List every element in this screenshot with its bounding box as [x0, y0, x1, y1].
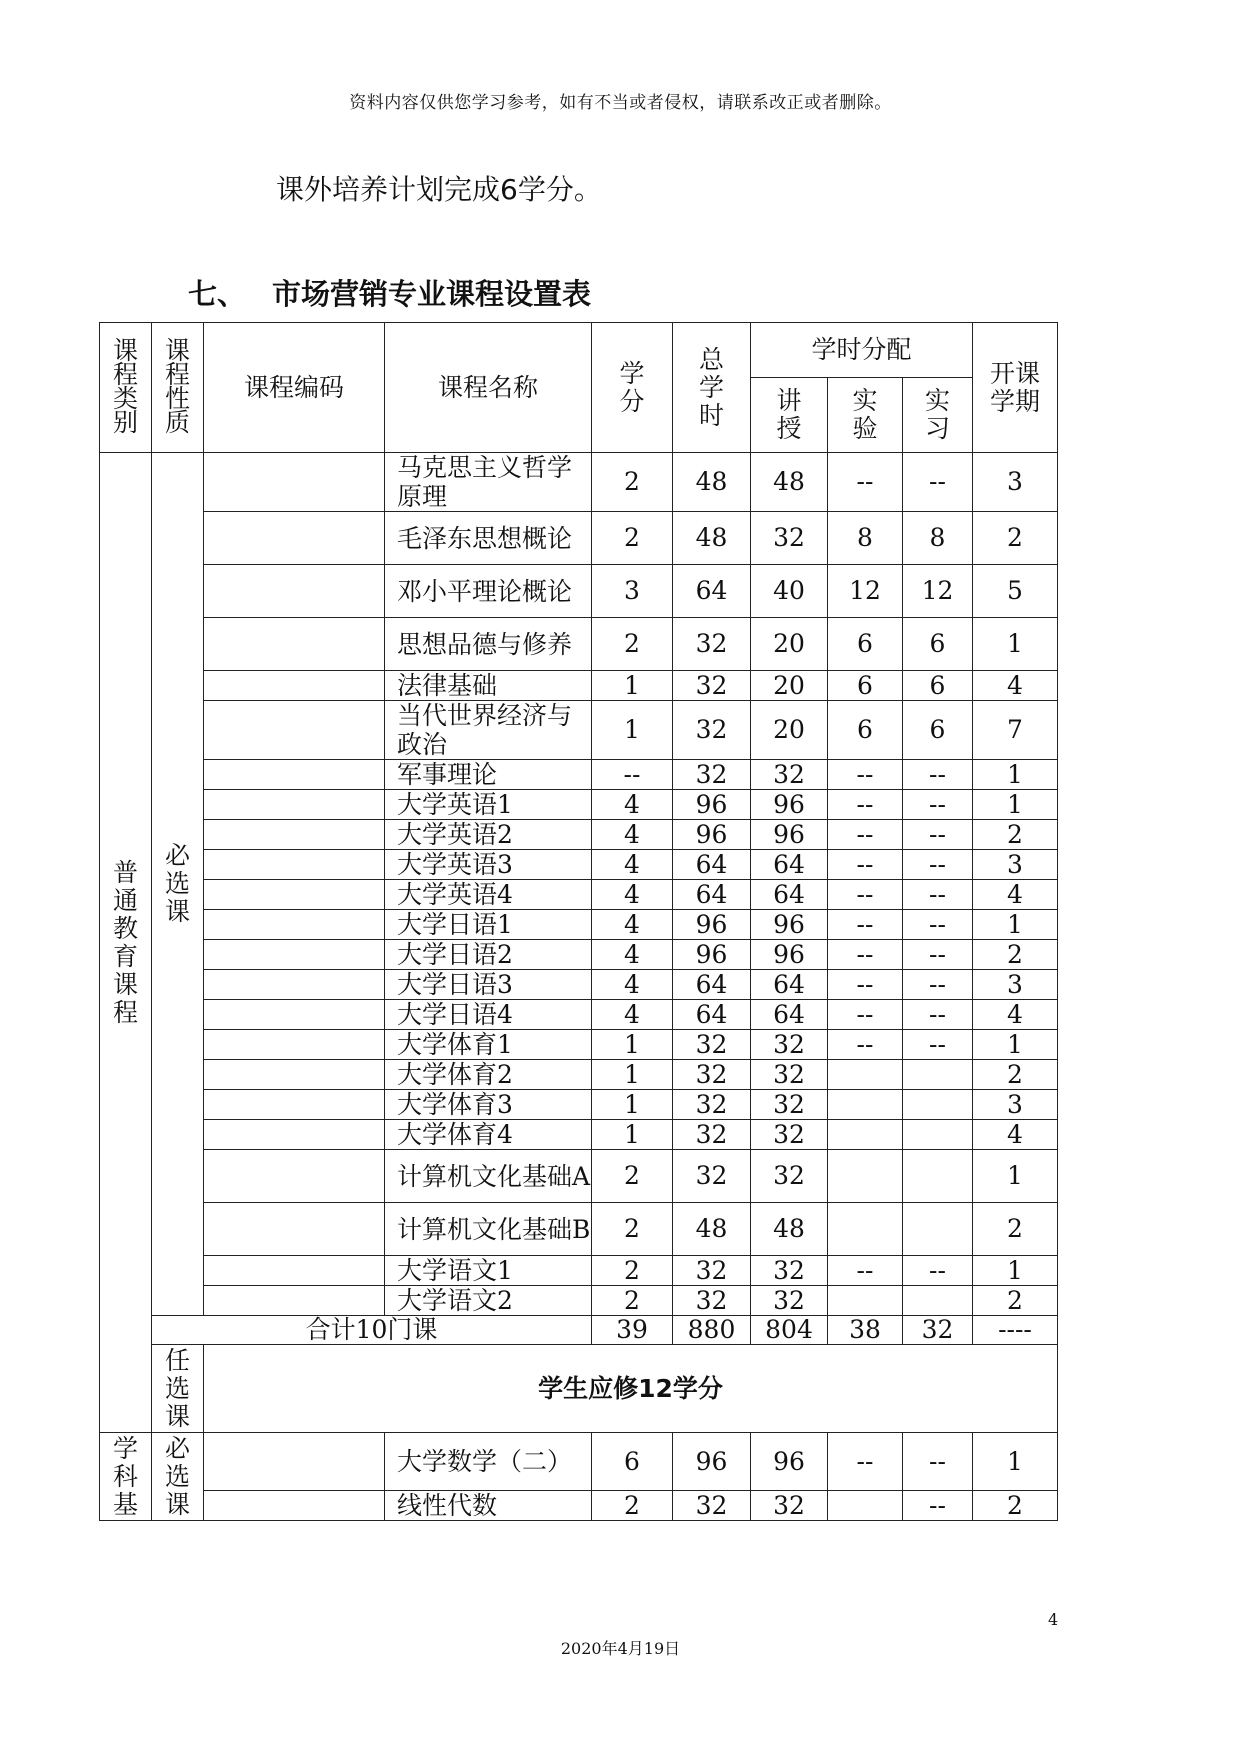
course-lecture: 96 [751, 790, 828, 820]
course-code [204, 701, 385, 760]
header-semester: 开课学期 [973, 323, 1058, 453]
course-lecture: 64 [751, 1000, 828, 1030]
course-name: 计算机文化基础B [385, 1203, 592, 1256]
course-total: 96 [673, 790, 751, 820]
course-code [204, 760, 385, 790]
course-practice: -- [903, 1000, 973, 1030]
course-credit: 2 [592, 1491, 673, 1521]
course-table [99, 322, 1058, 1521]
course-experiment: 8 [828, 512, 903, 565]
total-practice: 32 [903, 1316, 973, 1345]
course-semester: 1 [973, 1030, 1058, 1060]
course-lecture: 20 [751, 701, 828, 760]
course-experiment: -- [828, 1433, 903, 1491]
course-experiment: -- [828, 1030, 903, 1060]
course-name: 大学日语1 [385, 910, 592, 940]
course-practice [903, 1203, 973, 1256]
course-experiment: -- [828, 940, 903, 970]
course-lecture: 32 [751, 1060, 828, 1090]
table-row [100, 671, 1058, 701]
table-row [100, 970, 1058, 1000]
course-code [204, 565, 385, 618]
course-practice: -- [903, 1256, 973, 1286]
course-practice: -- [903, 1491, 973, 1521]
table-row [100, 1203, 1058, 1256]
course-lecture: 96 [751, 1433, 828, 1491]
course-credit: 4 [592, 940, 673, 970]
course-practice: -- [903, 970, 973, 1000]
course-semester: 4 [973, 1120, 1058, 1150]
course-experiment [828, 1150, 903, 1203]
course-practice: -- [903, 790, 973, 820]
course-experiment: -- [828, 1000, 903, 1030]
course-lecture: 96 [751, 940, 828, 970]
course-code [204, 1060, 385, 1090]
course-credit: 4 [592, 910, 673, 940]
table-row [100, 1433, 1058, 1491]
course-practice: -- [903, 1433, 973, 1491]
course-total: 32 [673, 1060, 751, 1090]
course-lecture: 64 [751, 880, 828, 910]
course-credit: 2 [592, 1286, 673, 1316]
course-credit: 1 [592, 1120, 673, 1150]
course-name: 马克思主义哲学原理 [385, 453, 592, 512]
course-total: 32 [673, 1030, 751, 1060]
course-lecture: 32 [751, 1120, 828, 1150]
course-credit: 1 [592, 1090, 673, 1120]
course-semester: 2 [973, 820, 1058, 850]
course-total: 32 [673, 760, 751, 790]
course-credit: 3 [592, 565, 673, 618]
header-name: 课程名称 [385, 323, 592, 453]
course-semester: 2 [973, 1203, 1058, 1256]
course-experiment [828, 1203, 903, 1256]
course-total: 32 [673, 1090, 751, 1120]
course-lecture: 32 [751, 1256, 828, 1286]
course-lecture: 32 [751, 760, 828, 790]
course-name: 大学英语3 [385, 850, 592, 880]
table-row [100, 850, 1058, 880]
table-row [100, 880, 1058, 910]
course-credit: 4 [592, 850, 673, 880]
course-credit: 1 [592, 701, 673, 760]
course-code [204, 820, 385, 850]
course-lecture: 20 [751, 671, 828, 701]
course-lecture: 32 [751, 512, 828, 565]
course-name: 大学日语4 [385, 1000, 592, 1030]
course-semester: 1 [973, 790, 1058, 820]
course-credit: 4 [592, 1000, 673, 1030]
total-row [100, 1316, 1058, 1345]
course-semester: 4 [973, 1000, 1058, 1030]
course-semester: 4 [973, 880, 1058, 910]
course-credit: 4 [592, 790, 673, 820]
course-credit: -- [592, 760, 673, 790]
table-row [100, 910, 1058, 940]
course-practice [903, 1120, 973, 1150]
course-practice [903, 1090, 973, 1120]
header-total-hours: 总学时 [673, 323, 751, 453]
course-experiment: -- [828, 1256, 903, 1286]
table-row [100, 1150, 1058, 1203]
course-practice: -- [903, 880, 973, 910]
section-title: 市场营销专业课程设置表 [272, 277, 592, 311]
course-code [204, 618, 385, 671]
header-experiment: 实验 [828, 378, 903, 453]
course-practice: -- [903, 760, 973, 790]
course-credit: 1 [592, 1030, 673, 1060]
course-semester: 1 [973, 1150, 1058, 1203]
course-credit: 2 [592, 512, 673, 565]
table-row [100, 1030, 1058, 1060]
course-lecture: 32 [751, 1090, 828, 1120]
course-experiment: 6 [828, 671, 903, 701]
course-practice [903, 1150, 973, 1203]
course-credit: 4 [592, 970, 673, 1000]
course-credit: 1 [592, 671, 673, 701]
table-row [100, 565, 1058, 618]
course-name: 毛泽东思想概论 [385, 512, 592, 565]
course-experiment [828, 1120, 903, 1150]
course-code [204, 1090, 385, 1120]
course-total: 96 [673, 820, 751, 850]
course-credit: 2 [592, 453, 673, 512]
course-name: 大学数学（二） [385, 1433, 592, 1491]
header-lecture: 讲授 [751, 378, 828, 453]
course-total: 64 [673, 1000, 751, 1030]
course-code [204, 1256, 385, 1286]
course-semester: 1 [973, 1433, 1058, 1491]
course-credit: 2 [592, 1150, 673, 1203]
course-code [204, 512, 385, 565]
course-total: 96 [673, 910, 751, 940]
course-code [204, 671, 385, 701]
course-name: 当代世界经济与政治 [385, 701, 592, 760]
nature-elective: 任选课 [152, 1345, 204, 1433]
table-row [100, 790, 1058, 820]
course-lecture: 48 [751, 453, 828, 512]
header-practice: 实习 [903, 378, 973, 453]
course-practice: 12 [903, 565, 973, 618]
course-practice: -- [903, 850, 973, 880]
course-code [204, 1030, 385, 1060]
course-semester: 2 [973, 1286, 1058, 1316]
section-heading [188, 272, 591, 313]
total-semester: ---- [973, 1316, 1058, 1345]
course-table-body [100, 453, 1058, 1521]
course-semester: 1 [973, 618, 1058, 671]
course-lecture: 32 [751, 1491, 828, 1521]
course-experiment: 6 [828, 618, 903, 671]
course-semester: 2 [973, 1491, 1058, 1521]
course-code [204, 1433, 385, 1491]
course-semester: 1 [973, 1256, 1058, 1286]
total-total: 880 [673, 1316, 751, 1345]
elective-row [100, 1345, 1058, 1433]
course-semester: 2 [973, 1060, 1058, 1090]
course-code [204, 1000, 385, 1030]
course-credit: 1 [592, 1060, 673, 1090]
course-lecture: 32 [751, 1150, 828, 1203]
course-total: 64 [673, 970, 751, 1000]
course-semester: 4 [973, 671, 1058, 701]
course-practice [903, 1286, 973, 1316]
course-semester: 1 [973, 910, 1058, 940]
header-code: 课程编码 [204, 323, 385, 453]
course-code [204, 880, 385, 910]
course-semester: 1 [973, 760, 1058, 790]
elective-requirement: 学生应修12学分 [204, 1345, 1058, 1433]
header-hours-group: 学时分配 [751, 323, 973, 378]
course-semester: 3 [973, 1090, 1058, 1120]
course-experiment [828, 1286, 903, 1316]
course-lecture: 32 [751, 1030, 828, 1060]
course-name: 大学英语1 [385, 790, 592, 820]
course-total: 64 [673, 850, 751, 880]
course-name: 大学英语4 [385, 880, 592, 910]
course-lecture: 32 [751, 1286, 828, 1316]
course-total: 32 [673, 671, 751, 701]
table-row [100, 1000, 1058, 1030]
course-lecture: 40 [751, 565, 828, 618]
course-name: 线性代数 [385, 1491, 592, 1521]
course-total: 32 [673, 1150, 751, 1203]
course-experiment: -- [828, 790, 903, 820]
header-nature: 课程性质 [152, 323, 204, 453]
course-practice: 6 [903, 671, 973, 701]
header-disclaimer: 资料内容仅供您学习参考，如有不当或者侵权，请联系改正或者删除。 [349, 93, 892, 113]
category-subject: 学科基 [100, 1433, 152, 1521]
table-row [100, 1120, 1058, 1150]
course-name: 思想品德与修养 [385, 618, 592, 671]
course-practice: 6 [903, 701, 973, 760]
course-total: 32 [673, 618, 751, 671]
table-row [100, 760, 1058, 790]
course-experiment: 6 [828, 701, 903, 760]
table-row [100, 618, 1058, 671]
course-lecture: 96 [751, 910, 828, 940]
table-row [100, 1256, 1058, 1286]
course-name: 计算机文化基础A [385, 1150, 592, 1203]
course-code [204, 1286, 385, 1316]
course-practice: -- [903, 940, 973, 970]
course-credit: 2 [592, 1203, 673, 1256]
course-lecture: 48 [751, 1203, 828, 1256]
course-experiment [828, 1060, 903, 1090]
course-experiment: -- [828, 910, 903, 940]
course-credit: 2 [592, 1256, 673, 1286]
table-row [100, 1286, 1058, 1316]
course-experiment: -- [828, 820, 903, 850]
course-semester: 2 [973, 940, 1058, 970]
course-experiment: -- [828, 970, 903, 1000]
course-experiment: -- [828, 880, 903, 910]
course-code [204, 1203, 385, 1256]
course-semester: 5 [973, 565, 1058, 618]
page-number: 4 [1048, 1610, 1059, 1629]
table-row [100, 940, 1058, 970]
course-credit: 4 [592, 880, 673, 910]
course-name: 大学体育2 [385, 1060, 592, 1090]
course-code [204, 850, 385, 880]
course-total: 32 [673, 701, 751, 760]
course-experiment [828, 1090, 903, 1120]
course-lecture: 64 [751, 850, 828, 880]
course-name: 大学语文1 [385, 1256, 592, 1286]
course-practice: -- [903, 910, 973, 940]
course-name: 大学体育1 [385, 1030, 592, 1060]
course-semester: 3 [973, 970, 1058, 1000]
course-practice [903, 1060, 973, 1090]
course-credit: 4 [592, 820, 673, 850]
course-code [204, 453, 385, 512]
header-category: 课程类别 [100, 323, 152, 453]
course-total: 96 [673, 940, 751, 970]
course-practice: 8 [903, 512, 973, 565]
course-practice: -- [903, 453, 973, 512]
category-general: 普通教育课程 [100, 453, 152, 1433]
total-label: 合计10门课 [152, 1316, 592, 1345]
course-code [204, 790, 385, 820]
table-row [100, 820, 1058, 850]
nature-subject-required: 必选课 [152, 1433, 204, 1521]
course-name: 大学体育4 [385, 1120, 592, 1150]
course-total: 32 [673, 1491, 751, 1521]
table-row [100, 1491, 1058, 1521]
total-credit: 39 [592, 1316, 673, 1345]
nature-required: 必选课 [152, 453, 204, 1316]
table-row [100, 701, 1058, 760]
course-total: 48 [673, 512, 751, 565]
table-row [100, 1090, 1058, 1120]
course-total: 48 [673, 1203, 751, 1256]
course-code [204, 1120, 385, 1150]
course-total: 96 [673, 1433, 751, 1491]
course-total: 64 [673, 565, 751, 618]
course-practice: -- [903, 1030, 973, 1060]
course-semester: 3 [973, 850, 1058, 880]
course-name: 邓小平理论概论 [385, 565, 592, 618]
course-code [204, 1491, 385, 1521]
header-row-1 [100, 323, 1058, 378]
course-code [204, 940, 385, 970]
course-total: 32 [673, 1120, 751, 1150]
course-semester: 2 [973, 512, 1058, 565]
course-semester: 3 [973, 453, 1058, 512]
course-semester: 7 [973, 701, 1058, 760]
header-credit: 学分 [592, 323, 673, 453]
course-total: 48 [673, 453, 751, 512]
course-practice: 6 [903, 618, 973, 671]
footer-date: 2020年4月19日 [560, 1639, 681, 1658]
course-name: 大学日语2 [385, 940, 592, 970]
course-credit: 2 [592, 618, 673, 671]
course-name: 大学体育3 [385, 1090, 592, 1120]
total-lecture: 804 [751, 1316, 828, 1345]
section-number: 七、 [188, 277, 247, 311]
total-experiment: 38 [828, 1316, 903, 1345]
table-row [100, 453, 1058, 512]
course-code [204, 970, 385, 1000]
course-name: 大学英语2 [385, 820, 592, 850]
table-row [100, 1060, 1058, 1090]
extracurricular-paragraph: 课外培养计划完成6学分。 [276, 173, 602, 206]
course-practice: -- [903, 820, 973, 850]
course-name: 大学语文2 [385, 1286, 592, 1316]
course-name: 大学日语3 [385, 970, 592, 1000]
course-lecture: 64 [751, 970, 828, 1000]
course-experiment: -- [828, 850, 903, 880]
course-credit: 6 [592, 1433, 673, 1491]
course-code [204, 1150, 385, 1203]
course-experiment: -- [828, 453, 903, 512]
course-experiment: -- [828, 760, 903, 790]
course-lecture: 96 [751, 820, 828, 850]
course-name: 法律基础 [385, 671, 592, 701]
course-name: 军事理论 [385, 760, 592, 790]
course-experiment: 12 [828, 565, 903, 618]
course-total: 64 [673, 880, 751, 910]
table-row [100, 512, 1058, 565]
course-code [204, 910, 385, 940]
course-total: 32 [673, 1286, 751, 1316]
course-lecture: 20 [751, 618, 828, 671]
course-experiment [828, 1491, 903, 1521]
course-total: 32 [673, 1256, 751, 1286]
